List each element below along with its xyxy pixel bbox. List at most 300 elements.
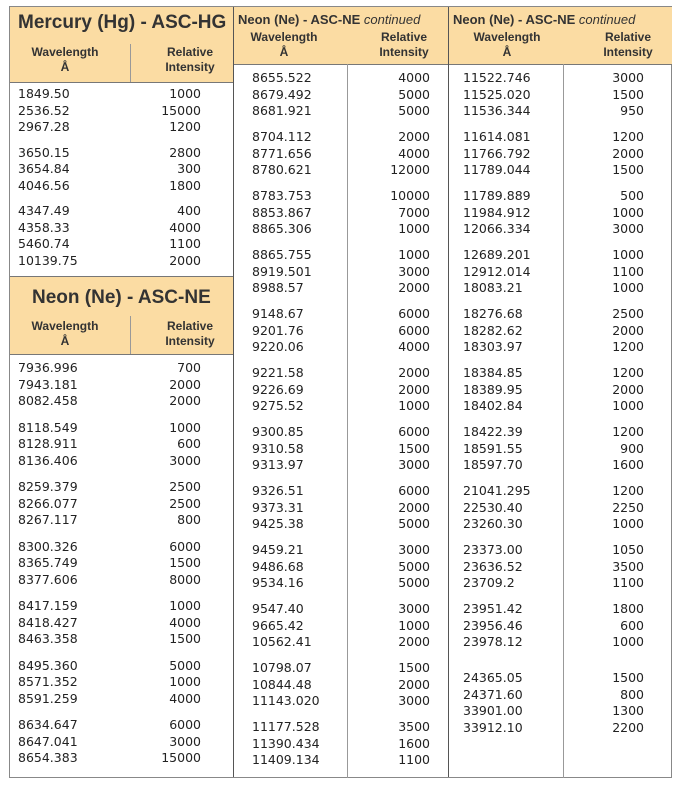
intensity-cell: 1000 <box>612 204 644 220</box>
wavelength-cell: 11390.434 <box>252 735 320 751</box>
table-row <box>463 601 644 617</box>
intensity-cell: 800 <box>620 686 644 702</box>
table-row <box>252 247 430 263</box>
table-row <box>18 572 201 588</box>
table-row <box>463 146 644 162</box>
intensity-cell: 5000 <box>398 558 430 574</box>
table-row <box>252 575 430 591</box>
table-row <box>252 365 430 381</box>
intensity-cell: 1200 <box>612 483 644 498</box>
wavelength-cell: 8463.358 <box>18 631 78 646</box>
table-row <box>463 559 644 575</box>
wavelength-cell: 18597.70 <box>463 457 523 472</box>
table-row <box>252 500 430 516</box>
table-row <box>252 752 430 768</box>
wavelength-cell: 10844.48 <box>252 676 312 692</box>
table-row <box>252 221 430 237</box>
intensity-cell: 1100 <box>612 575 644 590</box>
intensity-cell: 3000 <box>398 601 430 616</box>
intensity-cell: 6000 <box>398 322 430 338</box>
intensity-cell: 4000 <box>169 219 201 235</box>
intensity-cell: 1500 <box>398 440 430 456</box>
wavelength-cell: 11536.344 <box>463 103 531 118</box>
table-row <box>252 103 430 119</box>
wavelength-cell: 18402.84 <box>463 398 523 413</box>
intensity-cell: 7000 <box>398 204 430 220</box>
intensity-cell: 1000 <box>169 419 201 435</box>
table-row <box>18 615 201 631</box>
wavelength-cell: 33912.10 <box>463 719 523 735</box>
table-row <box>463 205 644 221</box>
intensity-cell: 2800 <box>169 144 201 160</box>
intensity-cell: 5000 <box>398 575 430 590</box>
wavelength-cell: 23373.00 <box>463 542 523 557</box>
table-row <box>463 703 644 719</box>
wavelength-cell: 8118.549 <box>18 419 78 435</box>
table-row <box>252 398 430 414</box>
ne3-title-text: Neon (Ne) - ASC-NE <box>453 12 576 27</box>
wavelength-cell: 5460.74 <box>18 236 70 251</box>
table-row <box>252 719 430 735</box>
table-row <box>463 221 644 237</box>
table-row <box>18 453 201 469</box>
wavelength-cell: 11614.081 <box>463 129 531 144</box>
table-row <box>252 601 430 617</box>
intensity-cell: 1600 <box>612 457 644 472</box>
table-row <box>18 512 201 528</box>
table-row <box>18 436 201 452</box>
table-row <box>463 575 644 591</box>
wavelength-cell: 8704.112 <box>252 129 312 144</box>
table-row <box>18 220 201 236</box>
wavelength-cell: 18303.97 <box>463 339 523 354</box>
intensity-cell: 1500 <box>612 86 644 102</box>
intensity-cell: 1500 <box>169 555 201 570</box>
intensity-cell: 600 <box>177 436 201 451</box>
wavelength-cell: 23636.52 <box>463 558 523 574</box>
intensity-cell: 5000 <box>398 103 430 118</box>
intensity-cell: 3000 <box>612 70 644 85</box>
intensity-cell: 1100 <box>612 263 644 279</box>
table-row <box>252 280 430 296</box>
ne3-header-divider <box>449 64 672 65</box>
table-row <box>252 87 430 103</box>
intensity-cell: 3000 <box>398 263 430 279</box>
ne2-col-wavelength <box>234 30 334 60</box>
table-row <box>18 393 201 409</box>
table-row <box>252 306 430 322</box>
intensity-cell: 3000 <box>398 542 430 557</box>
intensity-cell: 4000 <box>398 145 430 161</box>
intensity-cell: 1100 <box>169 236 201 251</box>
ne3-col-intensity <box>585 30 671 60</box>
intensity-cell: 2250 <box>612 499 644 515</box>
ne1-col-intensity-label2: Intensity <box>165 334 215 348</box>
wavelength-cell: 4347.49 <box>18 203 70 218</box>
intensity-cell: 2000 <box>398 499 430 515</box>
wavelength-cell: 23260.30 <box>463 516 523 531</box>
table-row <box>18 631 201 647</box>
intensity-cell: 1000 <box>612 247 644 262</box>
table-row <box>463 483 644 499</box>
table-row <box>463 129 644 145</box>
intensity-cell: 6000 <box>169 538 201 554</box>
table-row <box>252 736 430 752</box>
ne3-header <box>449 7 672 64</box>
wavelength-cell: 8571.352 <box>18 674 78 689</box>
wavelength-cell: 3654.84 <box>18 161 70 176</box>
intensity-cell: 2500 <box>612 306 644 321</box>
ne1-col-wavelength-unit: Å <box>60 334 70 348</box>
wavelength-cell: 7943.181 <box>18 376 78 392</box>
wavelength-cell: 8771.656 <box>252 145 312 161</box>
wavelength-cell: 8300.326 <box>18 538 78 554</box>
ne1-col-intensity-label: Relative <box>166 319 214 333</box>
hg-header-divider <box>10 82 233 83</box>
table-row <box>252 634 430 650</box>
table-row <box>18 103 201 119</box>
intensity-cell: 1800 <box>169 177 201 193</box>
wavelength-cell: 9310.58 <box>252 440 304 456</box>
table-row <box>18 496 201 512</box>
table-row <box>463 162 644 178</box>
intensity-cell: 10000 <box>390 188 430 203</box>
intensity-cell: 1050 <box>612 542 644 557</box>
wavelength-cell: 8988.57 <box>252 280 304 295</box>
wavelength-cell: 8681.921 <box>252 103 312 118</box>
wavelength-cell: 8365.749 <box>18 555 78 570</box>
table-row <box>463 687 644 703</box>
table-row <box>18 539 201 555</box>
wavelength-cell: 18083.21 <box>463 280 523 295</box>
wavelength-cell: 8647.041 <box>18 733 78 749</box>
table-row <box>18 86 201 102</box>
intensity-cell: 6000 <box>169 717 201 732</box>
wavelength-cell: 8679.492 <box>252 86 312 102</box>
intensity-cell: 15000 <box>161 750 201 765</box>
intensity-cell: 1000 <box>169 86 201 101</box>
intensity-cell: 1000 <box>612 280 644 295</box>
table-row <box>252 146 430 162</box>
table-row <box>252 457 430 473</box>
intensity-cell: 2000 <box>398 129 430 144</box>
wavelength-cell: 23978.12 <box>463 634 523 649</box>
table-row <box>252 339 430 355</box>
intensity-cell: 15000 <box>161 102 201 118</box>
table-row <box>463 247 644 263</box>
intensity-cell: 2000 <box>398 381 430 397</box>
ne2-col-wavelength-label: Wavelength <box>250 30 318 44</box>
wavelength-cell: 3650.15 <box>18 144 70 160</box>
table-row <box>463 280 644 296</box>
wavelength-cell: 8655.522 <box>252 70 312 85</box>
wavelength-cell: 21041.295 <box>463 483 531 498</box>
wavelength-cell: 1849.50 <box>18 86 70 101</box>
hg-col-divider <box>130 44 131 82</box>
intensity-cell: 500 <box>620 188 644 203</box>
table-row <box>18 750 201 766</box>
intensity-cell: 1000 <box>169 674 201 689</box>
wavelength-cell: 22530.40 <box>463 499 523 515</box>
wavelength-cell: 8418.427 <box>18 614 78 630</box>
wavelength-cell: 8136.406 <box>18 452 78 468</box>
intensity-cell: 6000 <box>398 306 430 321</box>
intensity-cell: 3000 <box>169 733 201 749</box>
intensity-cell: 1000 <box>169 598 201 613</box>
table-row <box>252 264 430 280</box>
wavelength-cell: 8266.077 <box>18 495 78 511</box>
table-row <box>463 188 644 204</box>
wavelength-cell: 8865.755 <box>252 247 312 262</box>
intensity-cell: 1200 <box>612 365 644 380</box>
wavelength-cell: 9665.42 <box>252 617 304 633</box>
wavelength-cell: 8377.606 <box>18 571 78 587</box>
intensity-cell: 3500 <box>398 719 430 734</box>
wavelength-cell: 9425.38 <box>252 516 304 531</box>
ne2-col-intensity-label: Relative <box>380 30 428 44</box>
ne1-title: Neon (Ne) - ASC-NE <box>32 287 211 308</box>
table-row <box>463 70 644 86</box>
wavelength-cell: 11409.134 <box>252 752 320 767</box>
ne2-col-intensity-label2: Intensity <box>379 45 429 59</box>
intensity-cell: 700 <box>177 360 201 375</box>
intensity-cell: 5000 <box>398 86 430 102</box>
table-row <box>463 542 644 558</box>
wavelength-cell: 9373.31 <box>252 499 304 515</box>
table-row <box>463 339 644 355</box>
hg-title: Mercury (Hg) - ASC-HG <box>18 12 227 33</box>
wavelength-cell: 11177.528 <box>252 719 320 734</box>
column-divider-1 <box>233 7 234 777</box>
intensity-cell: 3000 <box>612 221 644 236</box>
table-row <box>252 424 430 440</box>
ne3-col-wavelength-label: Wavelength <box>473 30 541 44</box>
wavelength-cell: 8783.753 <box>252 188 312 203</box>
wavelength-cell: 18384.85 <box>463 365 523 380</box>
intensity-cell: 1200 <box>612 424 644 439</box>
wavelength-cell: 12689.201 <box>463 247 531 262</box>
wavelength-cell: 12066.334 <box>463 221 531 236</box>
intensity-cell: 4000 <box>398 339 430 354</box>
wavelength-cell: 10562.41 <box>252 634 312 649</box>
wavelength-cell: 8259.379 <box>18 479 78 494</box>
table-row <box>252 516 430 532</box>
ne2-col-wavelength-unit: Å <box>279 45 289 59</box>
hg-col-wavelength-label: Wavelength <box>31 45 99 59</box>
ne2-header-divider <box>234 64 448 65</box>
hg-col-intensity-label2: Intensity <box>165 60 215 74</box>
intensity-cell: 950 <box>620 103 644 118</box>
ne1-col-divider <box>130 316 131 354</box>
wavelength-cell: 8865.306 <box>252 221 312 236</box>
table-row <box>252 542 430 558</box>
intensity-cell: 5000 <box>398 516 430 531</box>
table-row <box>252 382 430 398</box>
wavelength-cell: 11143.020 <box>252 693 320 708</box>
table-row <box>252 441 430 457</box>
intensity-cell: 1300 <box>612 703 644 718</box>
intensity-cell: 4000 <box>169 690 201 706</box>
ne3-col-intensity-label: Relative <box>604 30 652 44</box>
table-row <box>252 677 430 693</box>
table-row <box>18 555 201 571</box>
table-row <box>463 424 644 440</box>
ne1-col-wavelength-label: Wavelength <box>31 319 99 333</box>
intensity-cell: 6000 <box>398 483 430 498</box>
intensity-cell: 600 <box>620 617 644 633</box>
intensity-cell: 2000 <box>398 280 430 295</box>
intensity-cell: 3500 <box>612 558 644 574</box>
intensity-cell: 3000 <box>398 693 430 708</box>
wavelength-cell: 7936.996 <box>18 360 78 375</box>
table-row <box>18 658 201 674</box>
table-row <box>18 360 201 376</box>
column-divider-2 <box>448 7 449 777</box>
table-row <box>18 717 201 733</box>
wavelength-cell: 18422.39 <box>463 424 523 439</box>
intensity-cell: 1000 <box>398 398 430 413</box>
ne2-title-continued: continued <box>363 12 421 27</box>
table-row <box>18 253 201 269</box>
hg-col-wavelength <box>20 45 110 75</box>
table-row <box>18 236 201 252</box>
wavelength-cell: 11789.044 <box>463 162 531 177</box>
intensity-cell: 1500 <box>612 670 644 685</box>
intensity-cell: 1000 <box>612 516 644 531</box>
table-row <box>252 162 430 178</box>
ne3-title <box>453 12 635 27</box>
table-row <box>252 559 430 575</box>
intensity-cell: 2000 <box>169 376 201 392</box>
table-row <box>18 178 201 194</box>
wavelength-cell: 11984.912 <box>463 204 531 220</box>
wavelength-cell: 11789.889 <box>463 188 531 203</box>
intensity-cell: 5000 <box>169 657 201 673</box>
table-row <box>463 618 644 634</box>
wavelength-cell: 4046.56 <box>18 177 70 193</box>
table-row <box>252 129 430 145</box>
intensity-cell: 1200 <box>169 119 201 134</box>
intensity-cell: 400 <box>177 203 201 218</box>
ne2-title <box>238 12 420 27</box>
wavelength-cell: 8417.159 <box>18 598 78 613</box>
intensity-cell: 2500 <box>169 495 201 511</box>
intensity-cell: 1500 <box>398 660 430 675</box>
table-row <box>252 660 430 676</box>
intensity-cell: 2000 <box>612 322 644 338</box>
table-row <box>252 188 430 204</box>
table-row <box>252 693 430 709</box>
intensity-cell: 3000 <box>398 457 430 472</box>
intensity-cell: 2000 <box>612 381 644 397</box>
intensity-cell: 1800 <box>612 601 644 616</box>
wavelength-cell: 8654.383 <box>18 750 78 765</box>
table-row <box>18 161 201 177</box>
wavelength-cell: 9459.21 <box>252 542 304 557</box>
intensity-cell: 1200 <box>612 129 644 144</box>
table-row <box>463 323 644 339</box>
wavelength-cell: 9313.97 <box>252 457 304 472</box>
intensity-cell: 2000 <box>169 252 201 268</box>
intensity-cell: 1000 <box>612 398 644 413</box>
intensity-cell: 1200 <box>612 339 644 354</box>
ne1-col-wavelength <box>20 319 110 349</box>
wavelength-cell: 11766.792 <box>463 145 531 161</box>
hg-header <box>10 7 233 82</box>
wavelength-cell: 2967.28 <box>18 119 70 134</box>
intensity-cell: 2000 <box>612 145 644 161</box>
wavelength-cell: 9226.69 <box>252 381 304 397</box>
intensity-cell: 2000 <box>398 365 430 380</box>
ne3-title-continued: continued <box>578 12 636 27</box>
wavelength-cell: 23709.2 <box>463 575 515 590</box>
wavelength-cell: 8495.360 <box>18 657 78 673</box>
ne2-header <box>234 7 448 64</box>
table-row <box>463 720 644 736</box>
wavelength-cell: 24365.05 <box>463 670 523 685</box>
ne2-col-intensity <box>362 30 446 60</box>
wavelength-cell: 12912.014 <box>463 263 531 279</box>
wavelength-cell: 18591.55 <box>463 440 523 456</box>
wavelength-cell: 8634.647 <box>18 717 78 732</box>
hg-col-intensity <box>150 45 230 75</box>
wavelength-cell: 4358.33 <box>18 219 70 235</box>
wavelength-cell: 9148.67 <box>252 306 304 321</box>
table-row <box>18 203 201 219</box>
intensity-cell: 12000 <box>390 162 430 177</box>
table-row <box>18 119 201 135</box>
wavelength-cell: 9220.06 <box>252 339 304 354</box>
intensity-cell: 2500 <box>169 479 201 494</box>
wavelength-cell: 23951.42 <box>463 601 523 616</box>
wavelength-cell: 9275.52 <box>252 398 304 413</box>
wavelength-cell: 9221.58 <box>252 365 304 380</box>
hg-col-wavelength-unit: Å <box>60 60 70 74</box>
hg-col-intensity-label: Relative <box>166 45 214 59</box>
table-row <box>463 87 644 103</box>
intensity-cell: 1000 <box>398 247 430 262</box>
table-row <box>463 103 644 119</box>
intensity-cell: 3000 <box>169 452 201 468</box>
table-row <box>18 145 201 161</box>
wavelength-cell: 18389.95 <box>463 381 523 397</box>
intensity-cell: 2000 <box>398 634 430 649</box>
wavelength-cell: 33901.00 <box>463 703 523 718</box>
intensity-cell: 2000 <box>169 393 201 408</box>
table-row <box>463 264 644 280</box>
table-row <box>252 618 430 634</box>
intensity-cell: 1600 <box>398 735 430 751</box>
wavelength-cell: 9300.85 <box>252 424 304 439</box>
wavelength-cell: 10139.75 <box>18 252 78 268</box>
table-row <box>252 483 430 499</box>
ne3-col-wavelength <box>457 30 557 60</box>
wavelength-cell: 11525.020 <box>463 86 531 102</box>
table-row <box>463 457 644 473</box>
table-row <box>18 734 201 750</box>
ne2-title-text: Neon (Ne) - ASC-NE <box>238 12 361 27</box>
table-row <box>463 516 644 532</box>
wavelength-cell: 23956.46 <box>463 617 523 633</box>
wavelength-cell: 18282.62 <box>463 322 523 338</box>
table-row <box>463 634 644 650</box>
spectral-lines-table <box>9 6 672 778</box>
table-row <box>18 420 201 436</box>
wavelength-cell: 8267.117 <box>18 512 78 527</box>
intensity-cell: 6000 <box>398 424 430 439</box>
table-row <box>463 670 644 686</box>
intensity-cell: 2000 <box>398 676 430 692</box>
